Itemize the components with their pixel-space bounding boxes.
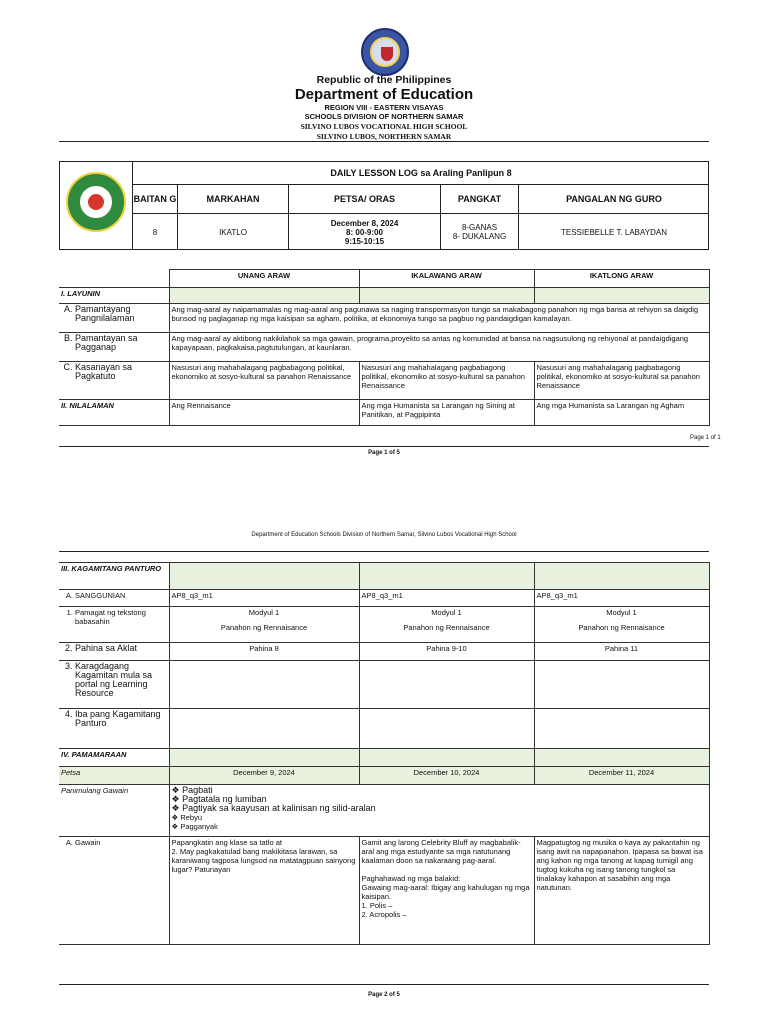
kasanayan-day2: Nasusuri ang mahahalagang pagbabagong politikal, ekonomiko at sosyo-kultural sa panahon Renaissance: [359, 362, 534, 400]
lesson-info-box: [59, 161, 709, 250]
petsa-label: Petsa: [59, 767, 169, 785]
school-line: SILVINO LUBOS VOCATIONAL HIGH SCHOOL: [300, 122, 468, 131]
col-baitang: BAITAN G: [132, 184, 177, 213]
sanggunian-day2: AP8_q3_m1: [359, 590, 534, 607]
pahina-label: 2. Pahina sa Aklat: [59, 643, 169, 661]
pangkat-1: 8-GANAS: [461, 223, 498, 232]
day-1-header: UNANG ARAW: [169, 270, 359, 288]
nilalaman-day3: Ang mga Humanista sa Larangan ng Agham: [534, 400, 709, 426]
pamagat-day3: Modyul 1 Panahon ng Rennaisance: [534, 607, 709, 643]
sanggunian-day1: AP8_q3_m1: [169, 590, 359, 607]
diamond-bullet-icon: ❖: [171, 822, 181, 831]
panimulang-gawain-label: Panimulang Gawain: [59, 785, 169, 837]
pamagat-day2: Modyul 1 Panahon ng Rennaisance: [359, 607, 534, 643]
val-petsa: [288, 213, 440, 250]
col-pangkat: PANGKAT: [440, 184, 518, 213]
karagdagang-label: 3. Karagdagang Kagamitan mula sa portal ng Learning Resource: [59, 661, 169, 709]
diamond-bullet-icon: ❖: [171, 794, 183, 804]
nilalaman-day1: Ang Rennaisance: [169, 400, 359, 426]
kagamitan-heading: III. KAGAMITANG PANTURO: [59, 563, 169, 590]
col-petsa: PETSA/ ORAS: [288, 184, 440, 213]
page1-footer: Page 1 of 5: [368, 450, 400, 456]
date-day2: December 10, 2024: [359, 767, 534, 785]
pamantayang-pangnilalaman-label: A. Pamantayang Pangnilalaman: [59, 304, 169, 333]
pamantayan-sa-pagganap-label: B. Pamantayan sa Pagganap: [59, 333, 169, 362]
gawain-day1: Papangkatin ang klase sa tatlo at 2. May pagkakatulad bang makikitasa larawan, sa karaniwang tagposa lungsod na matatagpuan sainyong lugar? Patunayan: [169, 837, 359, 945]
gawain-label: A. Gawain: [59, 837, 169, 945]
val-baitang: 8: [132, 213, 177, 250]
pangkat-2: 8- DUKALANG: [452, 232, 507, 241]
page1-footer-rule: [59, 446, 709, 447]
nilalaman-day2: Ang mga Humanista sa Larangan ng Sining at Panitikan, at Pagpipinta: [359, 400, 534, 426]
panimulang-gawain-list: ❖ Pagbati ❖ Pagtatala ng lumiban ❖ Pagtiyak sa kaayusan at kalinisan ng silid-aralan ❖ Rebyu ❖ Pagganyak: [169, 785, 709, 837]
date-day3: December 11, 2024: [534, 767, 709, 785]
diamond-bullet-icon: ❖: [171, 803, 183, 813]
val-markahan: IKATLO: [177, 213, 288, 250]
department-title: Department of Education: [294, 86, 474, 103]
diamond-bullet-icon: ❖: [171, 813, 181, 822]
address-line: SILVINO LUBOS, NORTHERN SAMAR: [316, 132, 452, 141]
iba-pang-label: 4. Iba pang Kagamitang Panturo: [59, 709, 169, 749]
date-day1: December 9, 2024: [169, 767, 359, 785]
petsa-time-1: 8: 00-9:00: [346, 227, 383, 237]
materials-procedure-table: [59, 562, 710, 945]
col-guro: PANGALAN NG GURO: [518, 184, 709, 213]
page2-header-rule: [59, 551, 709, 552]
kasanayan-day3: Nasusuri ang mahahalagang pagbabagong politikal, ekonomiko at sosyo-kultural sa panahon Renaissance: [534, 362, 709, 400]
nilalaman-heading: II. NILALAMAN: [59, 400, 169, 426]
kasanayan-day1: Nasusuri ang mahahalagang pagbabagong politikal, ekonomiko at sosyo-kultural sa panahon Renaissance: [169, 362, 359, 400]
layunin-heading: I. LAYUNIN: [59, 288, 169, 304]
page-small-number: Page 1 of 1: [690, 435, 721, 441]
pamantayan-sa-pagganap-text: Ang mag-aaral ay aktibong nakikilahok sa mga gawain, programa,proyekto sa antas ng komunidad at bansa na nagsusulong ng rehiyonal at pandaigdigang kapayapaan, pagkakaisa,pagtutulungan, at kaunlaran.: [169, 333, 709, 362]
division-line: SCHOOLS DIVISION OF NORTHERN SAMAR: [304, 112, 464, 121]
pahina-day2: Pahina 9-10: [359, 643, 534, 661]
pamagat-day1: Modyul 1 Panahon ng Rennaisance: [169, 607, 359, 643]
pahina-day1: Pahina 8: [169, 643, 359, 661]
petsa-date: December 8, 2024: [330, 218, 399, 228]
sanggunian-label: A. SANGGUNIAN: [59, 590, 169, 607]
region-line: REGION VIII - EASTERN VISAYAS: [324, 103, 444, 112]
day-2-header: IKALAWANG ARAW: [359, 270, 534, 288]
sanggunian-day3: AP8_q3_m1: [534, 590, 709, 607]
val-pangkat: [440, 213, 518, 250]
page2-footer-rule: [59, 984, 709, 985]
gawain-day3: Magpatugtog ng musika o kaya ay pakantahin ng isang awit na napapanahon. Ipapasa sa bawat isa ang kahon ng mga tanong at kapag tumigil ang tugtog kukuha ng isang tanong tungkol sa tinalakay kahapon at sasabihin ang mga natutunan.: [534, 837, 709, 945]
col-markahan: MARKAHAN: [177, 184, 288, 213]
petsa-time-2: 9:15-10:15: [344, 236, 385, 246]
day-3-header: IKATLONG ARAW: [534, 270, 709, 288]
page2-footer: Page 2 of 5: [368, 992, 400, 998]
running-header: Department of Education Schools Division of Northern Samar, Silvino Lubos Vocational High School: [251, 532, 517, 538]
school-seal-logo: [66, 172, 126, 232]
pamagat-label: 1. Pamagat ng tekstong babasahin: [59, 607, 169, 643]
gawain-day2: Gamit ang larong Celebrity Bluff ay magbabalik-aral ang mga estudyante sa mga natutunang kaalaman doon sa nakaraang pag-aaral. Paghahawad ng mga balakid: Gawaing mag-aaral: Ibigay ang kahulugan ng mga kaisipan. 1. Polis – 2. Acropolis –: [359, 837, 534, 945]
pahina-day3: Pahina 11: [534, 643, 709, 661]
pamamaraan-heading: IV. PAMAMARAAN: [59, 749, 169, 767]
republic-line: Republic of the Philippines: [316, 74, 452, 86]
kasanayan-label: C. Kasanayan sa Pagkatuto: [59, 362, 169, 400]
pamantayang-pangnilalaman-text: Ang mag-aaral ay naipamamalas ng mag-aaral ang pagunawa sa naging transpormasyon tungo sa makabagong panahon ng mga bansa at rehiyon sa daigdig bunsod ng paglaganap ng mga kaisipan sa agham, politika, at ekonomiya tungo sa pagbuo ng pandaigdigan kamalayan.: [169, 304, 709, 333]
log-title: DAILY LESSON LOG sa Araling Panlipun 8: [132, 162, 709, 184]
header-divider: [59, 141, 709, 142]
val-guro: TESSIEBELLE T. LABAYDAN: [518, 213, 709, 250]
objectives-table: [59, 269, 710, 426]
deped-seal-logo: [361, 28, 409, 76]
diamond-bullet-icon: ❖: [171, 785, 183, 795]
